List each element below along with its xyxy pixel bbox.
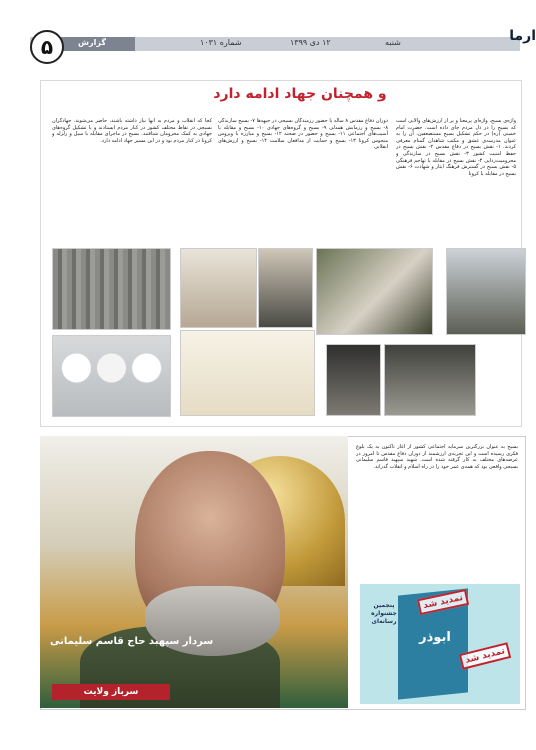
- issue-day: شنبه: [385, 38, 401, 47]
- article-column-middle: دوران دفاع مقدس ۸ ساله با حضور رزمندگان بسیجی در جبهه‌ها ۷- بسیج سازندگی ۸- بسیج و رزمایش همدلی ۹- بسیج و گروه‌های جهادی ۱۰- بسیج و مقابله با آسیب‌های اجتماعی ۱۱- بسیج و حضور در صحنه ۱۲- بسیج و مبارزه با ویروس منحوس کرونا ۱۳- بسیج و حمایت از مدافعان سلامت ۱۴- بسیج و ارزش‌های انقلابی: [218, 118, 388, 151]
- leader-photo-3: [316, 248, 433, 335]
- festival-advertisement: [360, 584, 520, 704]
- article-headline: و همچنان جهاد ادامه دارد: [213, 86, 387, 102]
- leader-photo-1: [180, 248, 257, 328]
- soleimani-poster: [40, 436, 348, 708]
- section-label: گزارش: [78, 38, 107, 47]
- poster-signature: سردار سپهبد حاج قاسم سلیمانی: [50, 636, 214, 647]
- leader-photo-4: [446, 248, 526, 335]
- poster-caption: سرباز ولایت: [52, 684, 170, 700]
- ad-title: پنجمین جشنواره رسانه‌ای: [371, 602, 397, 625]
- hazmat-volunteers-photo: [52, 335, 171, 417]
- soldiers-photo: [52, 248, 171, 330]
- issue-number: شماره ۱۰۳۱: [200, 38, 242, 47]
- extended-stamp-bottom: تمدید شد: [459, 642, 512, 670]
- article-column-left: کجا که انقلاب و مردم به آنها نیاز داشته باشند، حاضر می‌شوند. جهادگران بسیجی در نقاط مختلف کشور در کنار مردم ایستادند و با تشکیل گروه‌های جهادی به کمک محرومان شتافتند. بسیج در ماجرای مقابله با سیل و زلزله و کرونا در کنار مردم بود و در این مسیر جهاد ادامه دارد.: [52, 118, 212, 144]
- article-column-right: واژه‌ی بسیج، واژه‌ای پرمعنا و پر از ارزش‌های والایی است که بسیج را در دل مردم جای داده است. حضرت امام خمینی (ره) در حکم تشکیل بسیج مستضعفین، آن را به عنوان مدرسه‌ی عشق و مکتب شاهدان گمنام معرفی کردند. ۱- نقش بسیج در دفاع مقدس ۲- نقش بسیج در حفظ امنیت کشور ۳- نقش بسیج در سازندگی و محرومیت‌زدایی ۴- نقش بسیج در مقابله با تهاجم فرهنگی ۵- نقش بسیج در گسترش فرهنگ ایثار و شهادت ۶- نقش بسیج در مقابله با کرونا: [396, 118, 516, 177]
- ad-festival-name: ابوذر: [419, 630, 451, 645]
- page-number: ۵: [30, 30, 64, 64]
- page-header: [0, 0, 536, 66]
- leader-photo-2: [258, 248, 313, 328]
- extended-stamp-top: تمدید شد: [417, 589, 470, 615]
- issue-date: ۱۲ دی ۱۳۹۹: [290, 38, 331, 47]
- bottom-article-text: بسیج به عنوان بزرگترین سرمایه اجتماعی کشور از آغاز تاکنون به یک بلوغ فکری رسیده است و این تجربه‌ی ارزشمند از دوران دفاع مقدس تا امروز در عرصه‌های مختلف به کار گرفته شده است. شهید سپهبد قاسم سلیمانی بسیجی واقعی بود که همه‌ی عمر خود را در راه اسلام و انقلاب گذراند.: [356, 444, 518, 470]
- leader-photo-6: [384, 344, 476, 416]
- infographic-poster: [180, 330, 315, 416]
- newspaper-logo: ارما: [509, 28, 536, 44]
- leader-photo-5: [326, 344, 381, 416]
